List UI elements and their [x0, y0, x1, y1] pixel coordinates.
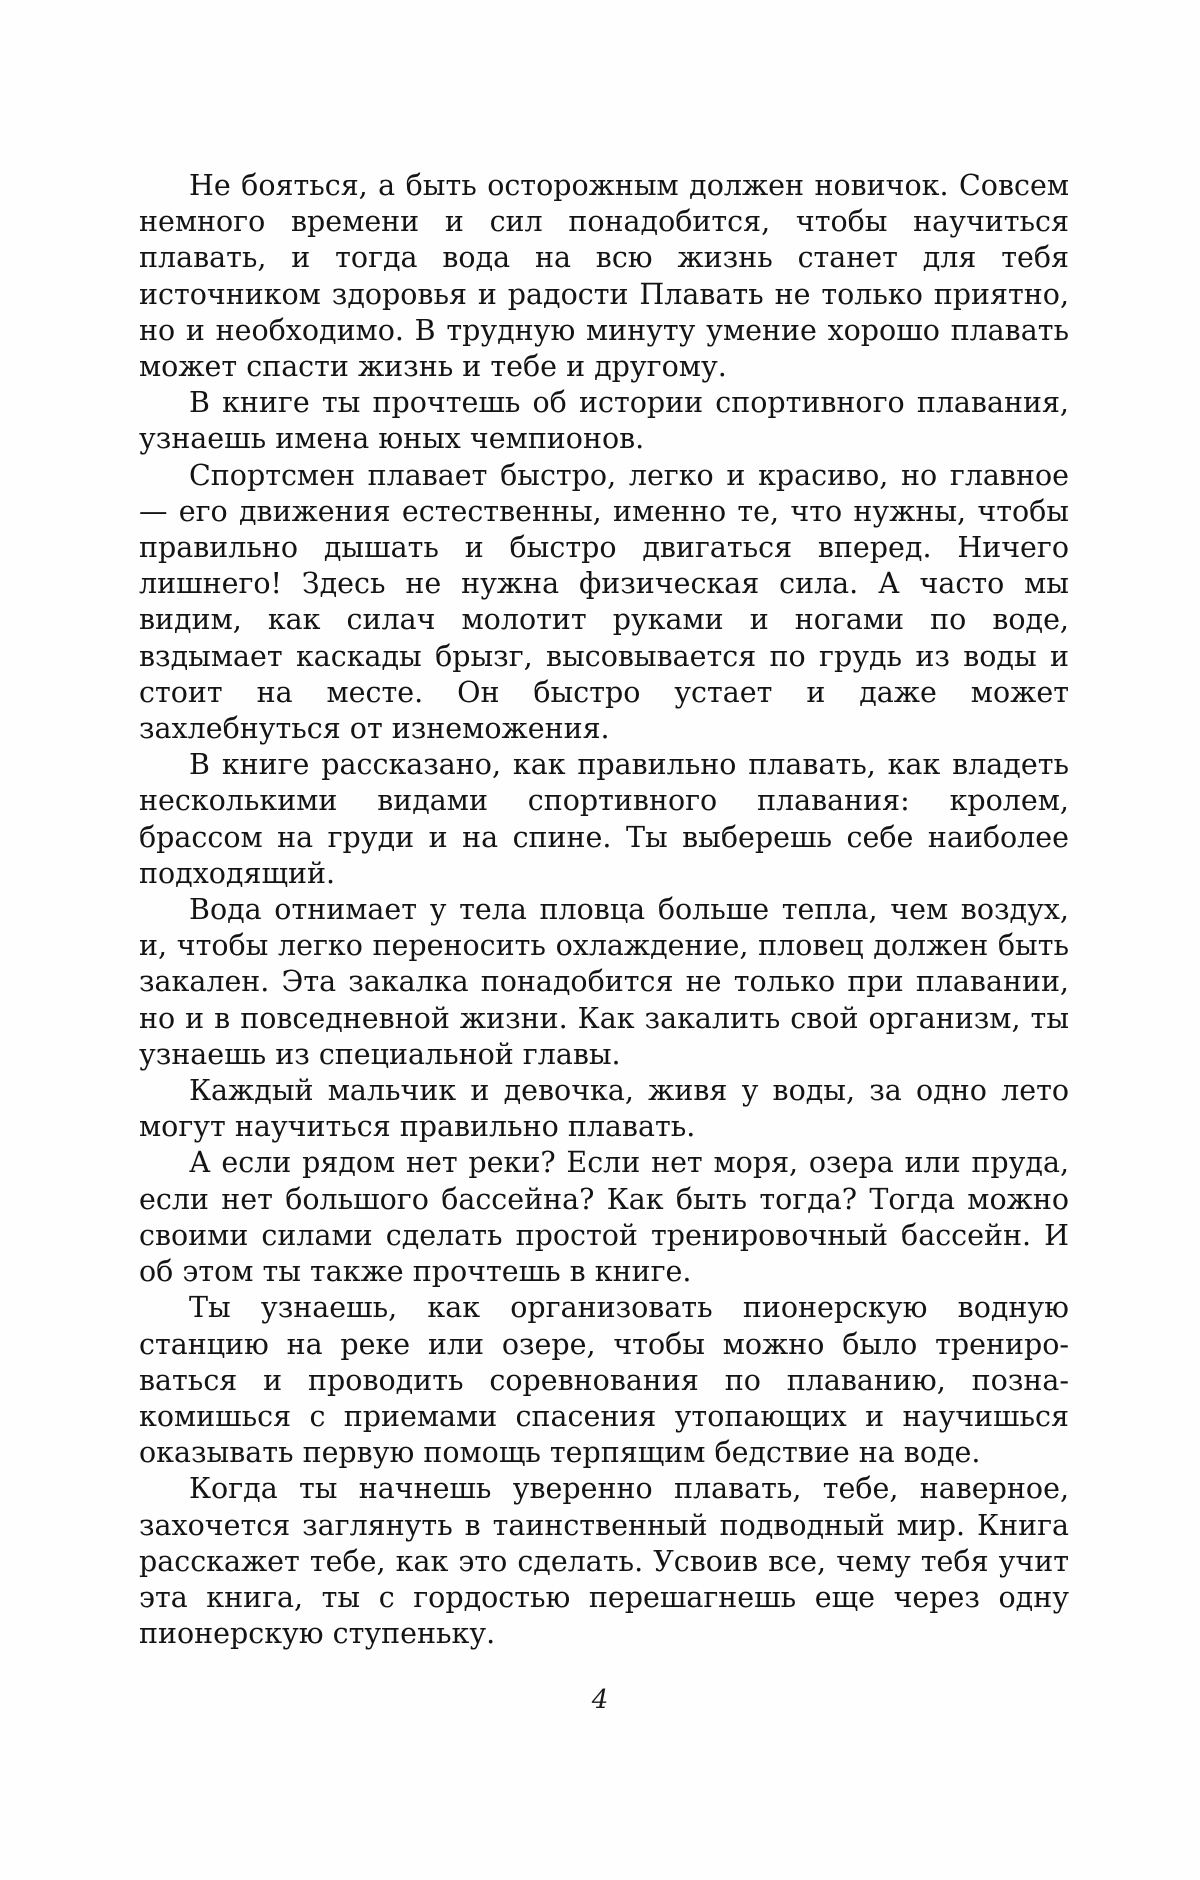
paragraph: Спортсмен плавает быстро, легко и красиво, но глав­ное — его движения естественны, именно те, что нуж­ны, чтобы правильно дышать и быстро двигаться вперед. Ничего лишнего! Здесь не нужна физическая сила. А часто мы видим, как силач молотит руками и ногами по воде, вздымает каскады брызг, высовывается по грудь из воды и стоит на месте. Он быстро устает и даже может захлебнуться от изнеможения. [139, 458, 1069, 748]
body-text [139, 168, 1069, 1652]
page-number: 4 [0, 1685, 1200, 1715]
paragraph: Ты узнаешь, как организовать пионерскую водную станцию на реке или озере, чтобы можно было трениро­ваться и проводить соревнования по плаванию, позна­комишься с приемами спасения утопающих и научишься оказывать первую помощь терпящим бедствие на воде. [139, 1290, 1069, 1471]
paragraph: Вода отнимает у тела пловца больше тепла, чем воз­дух, и, чтобы легко переносить охлаждение, пловец дол­жен быть закален. Эта закалка понадобится не только при плавании, но и в повседневной жизни. Как зака­лить свой организм, ты узнаешь из специальной главы. [139, 892, 1069, 1073]
paragraph: А если рядом нет реки? Если нет моря, озера или пруда, если нет большого бассейна? Как быть тогда? Тогда можно своими силами сделать простой трениро­вочный бассейн. И об этом ты также прочтешь в книге. [139, 1145, 1069, 1290]
paragraph: Когда ты начнешь уверенно плавать, тебе, наверное, захочется заглянуть в таинственный подводный мир. Книга расскажет тебе, как это сделать. Усвоив все, чему тебя учит эта книга, ты с гордостью перешагнешь еще через одну пионерскую ступеньку. [139, 1471, 1069, 1652]
paragraph: В книге рассказано, как правильно плавать, как вла­деть несколькими видами спортивного плавания: кро­лем, брассом на груди и на спине. Ты выберешь себе наиболее подходящий. [139, 747, 1069, 892]
paragraph: Каждый мальчик и девочка, живя у воды, за одно лето могут научиться правильно плавать. [139, 1073, 1069, 1145]
book-page [0, 0, 1200, 1880]
paragraph: В книге ты прочтешь об истории спортивного плава­ния, узнаешь имена юных чемпионов. [139, 385, 1069, 457]
paragraph: Не бояться, а быть осторожным должен новичок. Со­всем немного времени и сил понадобится, чтобы научить­ся плавать, и тогда вода на всю жизнь станет для тебя источником здоровья и радости Плавать не только при­ятно, но и необходимо. В трудную минуту умение хоро­шо плавать может спасти жизнь и тебе и другому. [139, 168, 1069, 385]
